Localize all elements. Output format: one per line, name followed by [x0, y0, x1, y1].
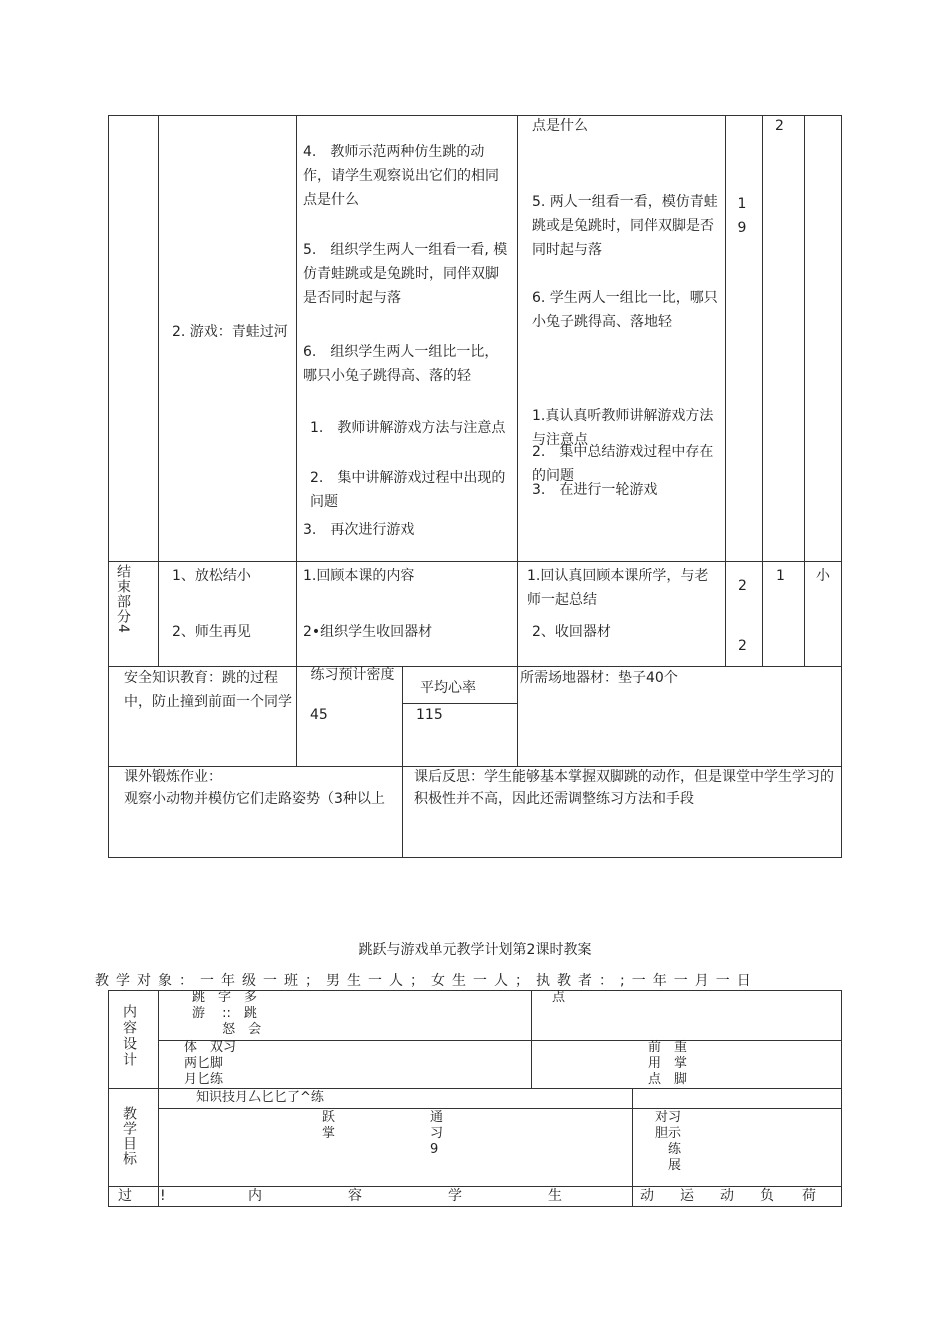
process-cell: 过: [118, 1188, 132, 1204]
end-intensity: 小: [816, 568, 830, 584]
content-cell-b: 点: [552, 990, 566, 1005]
end-item-2: 2、师生再见: [172, 624, 251, 640]
row-label-goals: 教学目标: [121, 1106, 137, 1166]
table-border-right: [841, 115, 842, 858]
game-label: 2. 游戏：青蛙过河: [172, 324, 288, 340]
reflection-text: 课后反思：学生能够基本掌握双脚跳的动作，但是课堂中学生学习的积极性并不高，因此还需调整练习方法和手段: [414, 769, 834, 807]
col-divider: [531, 990, 532, 1088]
end-count: 1: [776, 568, 785, 584]
student-game-1: 1.真认真听教师讲解游戏方法与注意点: [532, 408, 714, 448]
plan-title: 跳跃与游戏单元教学计划第2课时教案: [358, 942, 592, 958]
equipment-text: 所需场地器材：垫子40个: [520, 670, 678, 686]
end-student-2: 2、收回器材: [532, 624, 611, 640]
row-label-content: 内容设计: [121, 1004, 137, 1068]
col-divider: [296, 115, 297, 767]
process-cell: 动: [720, 1188, 734, 1204]
row-divider: [158, 1040, 842, 1041]
teacher-game-3: 3. 再次进行游戏: [303, 522, 415, 538]
process-cell: 内: [248, 1188, 262, 1204]
table-border-left: [108, 115, 109, 858]
student-game-3: 3. 在进行一轮游戏: [532, 482, 658, 498]
goal-knowledge: 知识技月厶匕匕了^练: [196, 1090, 324, 1105]
col-divider: [725, 115, 726, 667]
content-cell-d: 前 重 用 掌 点 脚: [648, 1040, 688, 1087]
content-cell-a: 跳 字 多 游 :: 跳 怒 会: [192, 990, 262, 1037]
process-row: [118, 1186, 818, 1206]
col-divider: [158, 990, 159, 1207]
content-tail: 点是什么: [532, 118, 588, 134]
end-teacher-1: 1.回顾本课的内容: [303, 568, 415, 584]
table-border-bottom: [108, 1206, 842, 1207]
heart-label: 平均心率: [420, 680, 476, 696]
content-cell-c: 体 双习 两匕脚 月匕练: [184, 1040, 237, 1087]
table-border-left: [108, 990, 109, 1207]
plan-meta: 教学对象：一年级一班；男生一人；女生一人；执教者：;一年一月一日: [95, 973, 758, 989]
teacher-game-2: 2. 集中讲解游戏过程中出现的问题: [310, 470, 506, 510]
teacher-item-5: 5. 组织学生两人一组看一看, 模仿青蛙跳或是兔跳时，同伴双脚是否同时起与落: [303, 242, 508, 306]
teacher-game-1: 1. 教师讲解游戏方法与注意点: [310, 420, 506, 436]
col-divider: [517, 115, 518, 767]
process-cell: 生: [548, 1188, 562, 1204]
time-value: 2: [775, 118, 784, 134]
heart-value: 115: [416, 707, 443, 723]
table-border-bottom: [108, 857, 842, 858]
process-cell: 容: [348, 1188, 362, 1204]
count-value: 1 9: [737, 196, 747, 236]
process-cell: 动: [640, 1188, 654, 1204]
process-cell: 学: [448, 1188, 462, 1204]
goal-col-c: 对习 胆示 练 展: [655, 1110, 682, 1173]
col-divider: [762, 115, 763, 667]
teacher-item-6: 6. 组织学生两人一组比一比，哪只小兔子跳得高、落的轻: [303, 344, 499, 384]
table-border-top: [108, 115, 842, 116]
table-border-right: [841, 990, 842, 1207]
density-label: 练习预计密度: [310, 667, 395, 683]
student-item-6: 6. 学生两人一组比一比，哪只小兔子跳得高、落地轻: [532, 290, 718, 330]
process-cell: !: [160, 1188, 166, 1204]
end-teacher-2: 2•组织学生收回器材: [303, 624, 433, 640]
end-time-a: 2: [738, 578, 747, 594]
end-time-b: 2: [738, 638, 747, 654]
safety-text: 安全知识教育：跳的过程中，防止撞到前面一个同学: [124, 670, 292, 710]
section-label-end: 结束部分4: [115, 564, 131, 634]
goal-col-b: 通 习 9: [430, 1110, 444, 1157]
col-divider: [804, 115, 805, 667]
density-value: 45: [310, 707, 328, 723]
col-divider: [158, 115, 159, 667]
process-cell: 运: [680, 1188, 694, 1204]
process-cell: 荷: [802, 1188, 816, 1204]
process-cell: 负: [760, 1188, 774, 1204]
col-divider: [402, 666, 403, 858]
row-divider: [108, 561, 842, 562]
end-student-1: 1.回认真回顾本课所学，与老师一起总结: [527, 568, 709, 608]
student-game-2: 2. 集中总结游戏过程中存在的问题: [532, 444, 714, 484]
teacher-item-4: 4. 教师示范两种仿生跳的动作，请学生观察说出它们的相同点是什么: [303, 144, 499, 208]
end-item-1: 1、放松结小: [172, 568, 251, 584]
row-divider: [158, 1108, 842, 1109]
student-item-5: 5. 两人一组看一看，模仿青蛙跳或是兔跳时，同伴双脚是否同时起与落: [532, 194, 718, 258]
homework-text: 课外锻炼作业： 观察小动物并模仿它们走路姿势（3种以上: [124, 769, 385, 807]
goal-col-a: 跃 掌: [322, 1110, 336, 1141]
